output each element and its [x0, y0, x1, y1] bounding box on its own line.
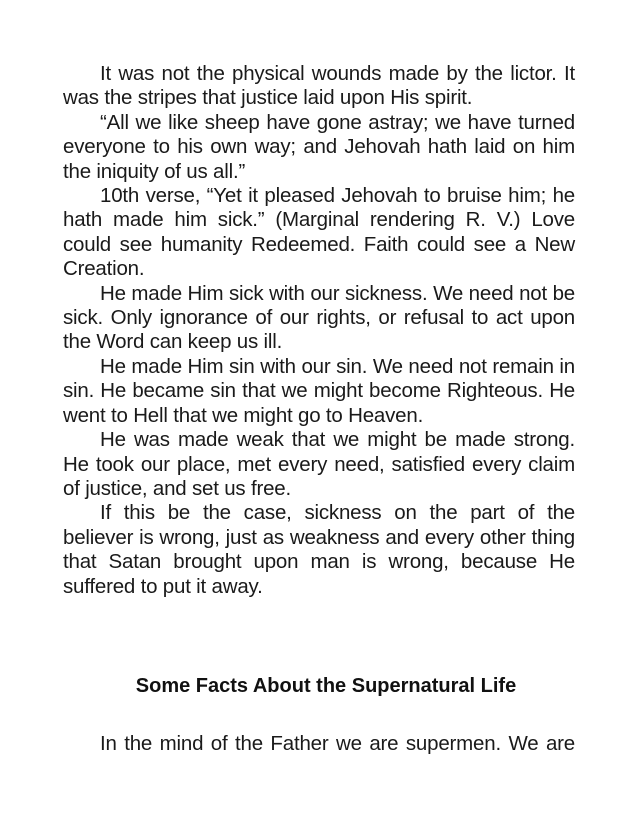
paragraph-believer: If this be the case, sickness on the part of the believer is wrong, just as weakness and every other thing that Satan brought upon man is wrong, because He suffered to put it away.	[63, 501, 575, 598]
closing-line: In the mind of the Father we are supermen. We are	[100, 732, 575, 755]
paragraph-lictor: It was not the physical wounds made by the lictor. It was the stripes that justice laid upon His spirit.	[63, 62, 575, 110]
paragraph-sin: He made Him sin with our sin. We need not remain in sin. He became sin that we might become Righteous. He went to Hell that we might go to Heaven.	[63, 354, 575, 427]
paragraph-sheep-quote: “All we like sheep have gone astray; we have turned everyone to his own way; and Jehovah hath laid on him the iniquity of us all.”	[63, 110, 575, 183]
section-heading: Some Facts About the Supernatural Life	[135, 675, 517, 697]
body-text	[63, 62, 575, 599]
paragraph-tenth-verse: 10th verse, “Yet it pleased Jehovah to bruise him; he hath made him sick.” (Marginal rendering R. V.) Love could see humanity Redeemed. Faith could see a New Creation.	[63, 184, 575, 281]
paragraph-weak: He was made weak that we might be made strong. He took our place, met every need, satisfied every claim of justice, and set us free.	[63, 428, 575, 500]
paragraph-sickness: He made Him sick with our sickness. We need not be sick. Only ignorance of our rights, or refusal to act upon the Word can keep us ill.	[63, 281, 575, 354]
